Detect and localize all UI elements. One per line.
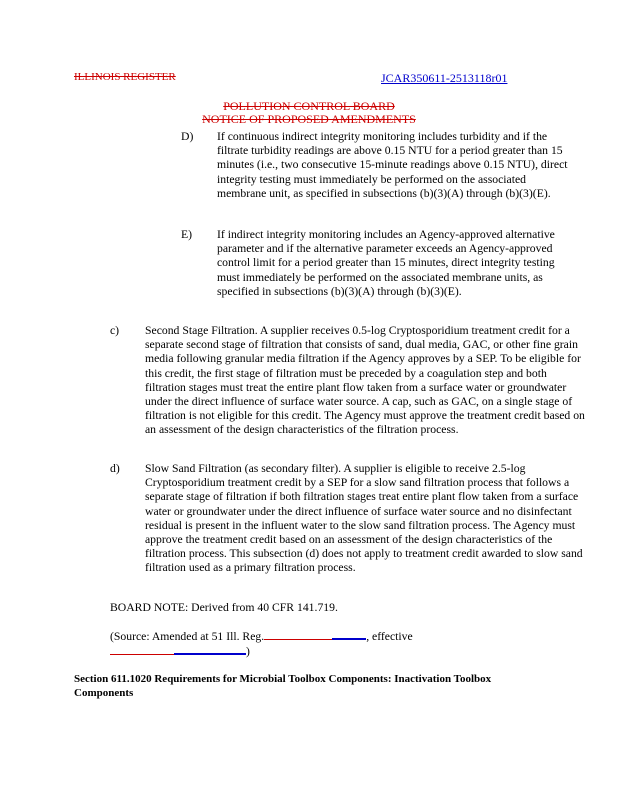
item-label-e-upper: E) [181,228,193,241]
board-note: BOARD NOTE: Derived from 40 CFR 141.719. [110,601,338,614]
source-prefix: (Source: Amended at 51 Ill. Reg. [110,630,265,643]
register-title: ILLINOIS REGISTER [74,71,176,83]
item-text-d-upper: If continuous indirect integrity monitoring includes turbidity and if the filtrate turbidity readings are above 0.15 NTU for a period greater than 15 minutes (i.e., two consecutive 15-minute readings above 0.15 NTU), direct integrity testing must immediately be performed on the associated membrane unit, as specified in subsections (b)(3)(A) through (b)(3)(E). [217,130,568,200]
section-heading: Section 611.1020 Requirements for Microbial Toolbox Components: Inactivation Toolbox Components [74,673,492,699]
source-date-line [110,643,310,659]
item-label-c: c) [110,324,120,337]
source-note [110,628,580,644]
source-blank-blue [332,628,366,640]
agency-caption: POLLUTION CONTROL BOARD [223,99,395,113]
notice-caption: NOTICE OF PROPOSED AMENDMENTS [202,112,416,126]
document-id-link[interactable]: JCAR350611-2513118r01 [381,71,508,85]
source-blank-red [264,629,332,640]
item-text-c: Second Stage Filtration. A supplier receives 0.5-log Cryptosporidium treatment credit for a separate second stage of filtration that consists of sand, dual media, GAC, or other fine grain media following granular media filtration if the Agency approves by a SEP. To be eligible for this credit, the first stage of filtration must be preceded by a coagulation step and both filtration stages must treat the entire plant flow taken from a surface water or groundwater under the direct influence of surface water source. A cap, such as GAC, on a single stage of filtration is not eligible for this credit. The Agency must approve the treatment credit based on an assessment of the design characteristics of the filtration process. [145,324,585,437]
item-text-d: Slow Sand Filtration (as secondary filter). A supplier is eligible to receive 2.5-log Cryptosporidium treatment credit by a SEP for a slow sand filtration process that follows a separate stage of filtration if both filtration stages treat entire plant flow taken from a surface water or groundwater under the direct influence of surface water source and no disinfectant residual is present in the influent water to the slow sand filtration process. The Agency must approve the treatment credit based on an assessment of the design characteristics of the filtration process. This subsection (d) does not apply to treatment credit awarded to slow sand filtration used as a primary filtration process. [145,462,583,575]
item-label-d-upper: D) [181,130,194,143]
source-suffix: , effective [366,630,413,643]
date-blank-red [110,644,174,655]
item-label-d: d) [110,462,120,475]
item-text-e-upper: If indirect integrity monitoring includes an Agency-approved alternative parameter and if the alternative parameter exceeds an Agency-approved control limit for a period greater than 15 minutes, direct integrity testing must immediately be performed on the associated membrane units, as specified in subsections (b)(3)(A) through (b)(3)(E). [217,228,555,298]
date-blank-blue [174,643,246,655]
source-close: ) [246,645,250,658]
